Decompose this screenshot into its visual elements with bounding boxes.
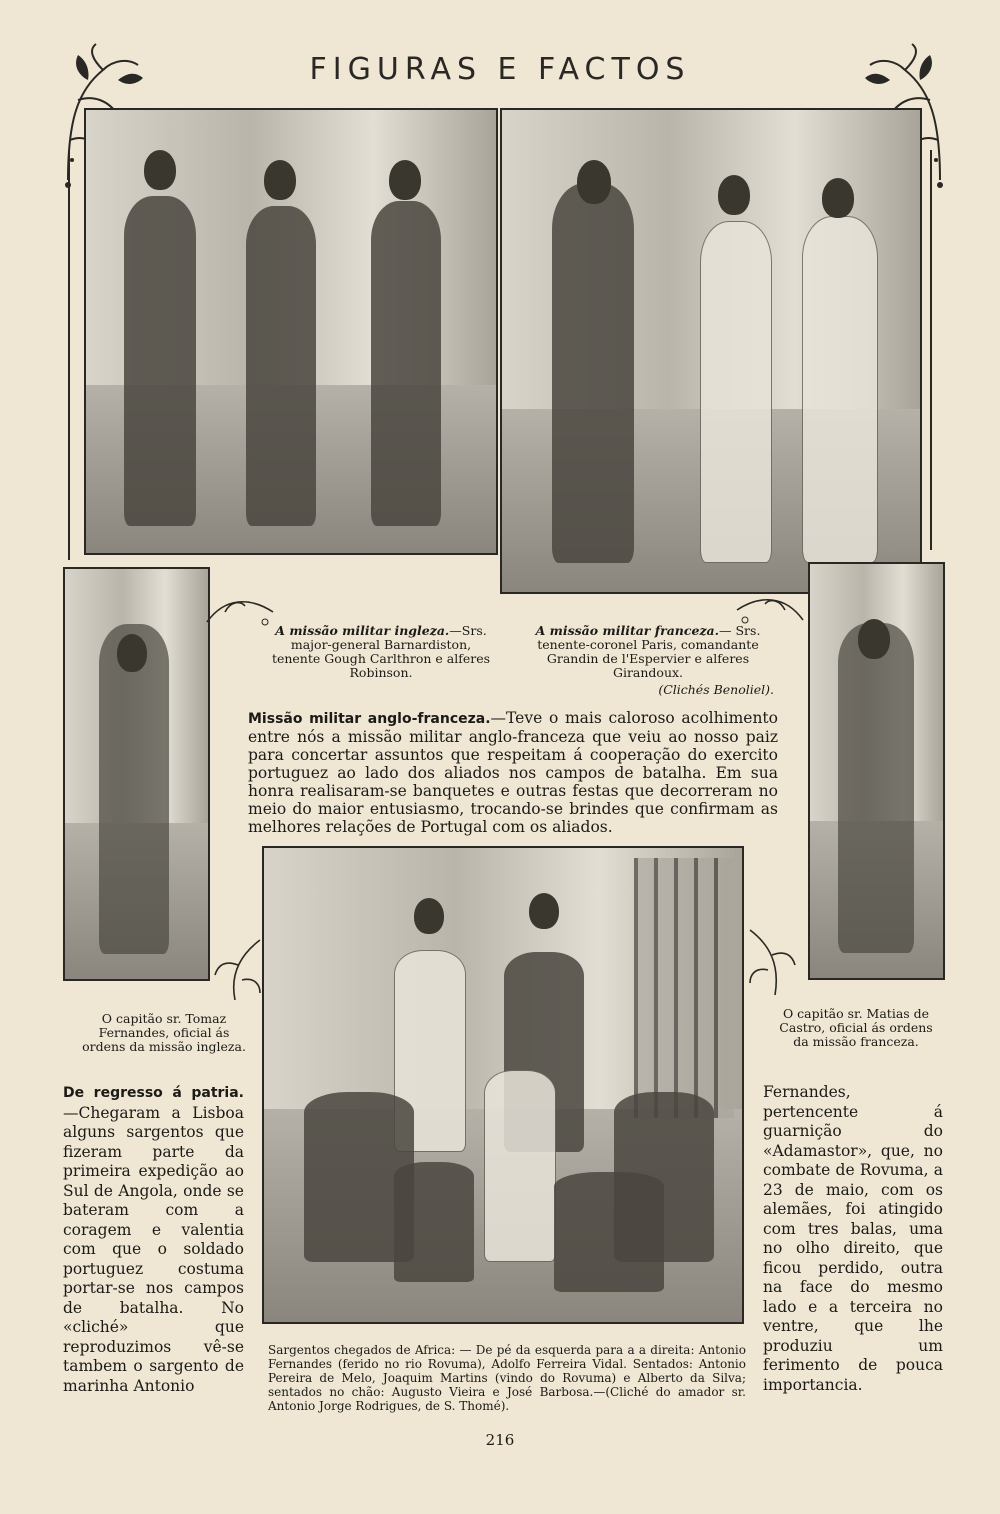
photo-english-mission: [84, 108, 498, 555]
page-title: FIGURAS E FACTOS: [309, 52, 691, 87]
page-number: 216: [485, 1431, 515, 1449]
caption-group-photo: Sargentos chegados de Africa: — De pé da esquerda para a a direita: Antonio Fernandes (ferido no rio Rovuma), Adolfo Ferreira Vidal. Sentados: Antonio Pereira de Melo, Joaquim Martins (vindo do Rovuma) e Alberto da Silva; sentados no chão: Augusto Vieira e José Barbosa.—(Cliché do amador sr. Antonio Jorge Rodrigues, de S. Thomé).: [268, 1343, 746, 1413]
article-main-text: —Teve o mais caloroso acolhimento entre nós a missão militar anglo-franceza que veiu ao nosso paiz para concertar assuntos que respeitam á cooperação do exercito portuguez ao lado dos aliados nos campos de batalha. Em sua honra realisaram-se banquetes e outras festas que decorreram no meio do maior entusiasmo, trocando-se brindes que confirmam as melhores relações de Portugal com os aliados.: [248, 709, 778, 836]
leaf-ornament-lower-left: [210, 935, 265, 1005]
frame-line-left: [68, 150, 70, 560]
article-main-heading: Missão militar anglo-franceza.: [248, 711, 491, 727]
article-return-left-text: —Chegaram a Lisboa alguns sargentos que fizeram parte da primeira expedição ao Sul de Angola, onde se bateram com a coragem e valentia com que o soldado portuguez costuma portar-se nos campos de batalha. No «cliché» que reproduzimos vê-se tambem o sargento de marinha Antonio: [63, 1103, 244, 1395]
photo-left-portrait: [63, 567, 210, 981]
caption-french-mission-text: — Srs. tenente-coronel Paris, comandante Grandin de l'Espervier e alferes Girandoux.: [537, 623, 761, 680]
article-return-left-column: [63, 1083, 244, 1396]
caption-right-portrait: O capitão sr. Matias de Castro, oficial ás ordens da missão franceza.: [779, 1006, 933, 1049]
article-return-right-column: Fernandes, pertencente á guarnição do «Adamastor», que, no combate de Rovuma, a 23 de maio, com os alemães, foi atingido com tres balas, uma no olho direito, que ficou perdido, outra na face do mesmo lado e a terceira no ventre, que lhe produziu um ferimento de pouca importancia.: [763, 1083, 943, 1394]
leaf-ornament-lower-right: [745, 925, 805, 1000]
caption-french-mission: [522, 624, 774, 697]
caption-left-portrait: O capitão sr. Tomaz Fernandes, oficial ás ordens da missão ingleza.: [82, 1011, 246, 1054]
caption-english-mission: [270, 624, 492, 680]
caption-french-credit: (Clichés Benoliel).: [658, 682, 774, 697]
photo-sergeants-group: [262, 846, 744, 1324]
caption-french-mission-heading: A missão militar franceza.: [535, 623, 720, 638]
article-anglo-french-mission: [248, 709, 778, 836]
photo-right-portrait: [808, 562, 945, 980]
leaf-ornament-left: [205, 592, 275, 632]
caption-english-mission-text: —Srs. major-general Barnardiston, tenente Gough Carlthron e alferes Robinson.: [271, 623, 491, 680]
caption-english-mission-heading: A missão militar ingleza.: [275, 623, 450, 638]
photo-french-mission: [500, 108, 922, 594]
frame-line-right: [930, 150, 932, 550]
leaf-ornament-right: [735, 590, 805, 630]
article-return-heading: De regresso á patria.: [63, 1085, 244, 1101]
